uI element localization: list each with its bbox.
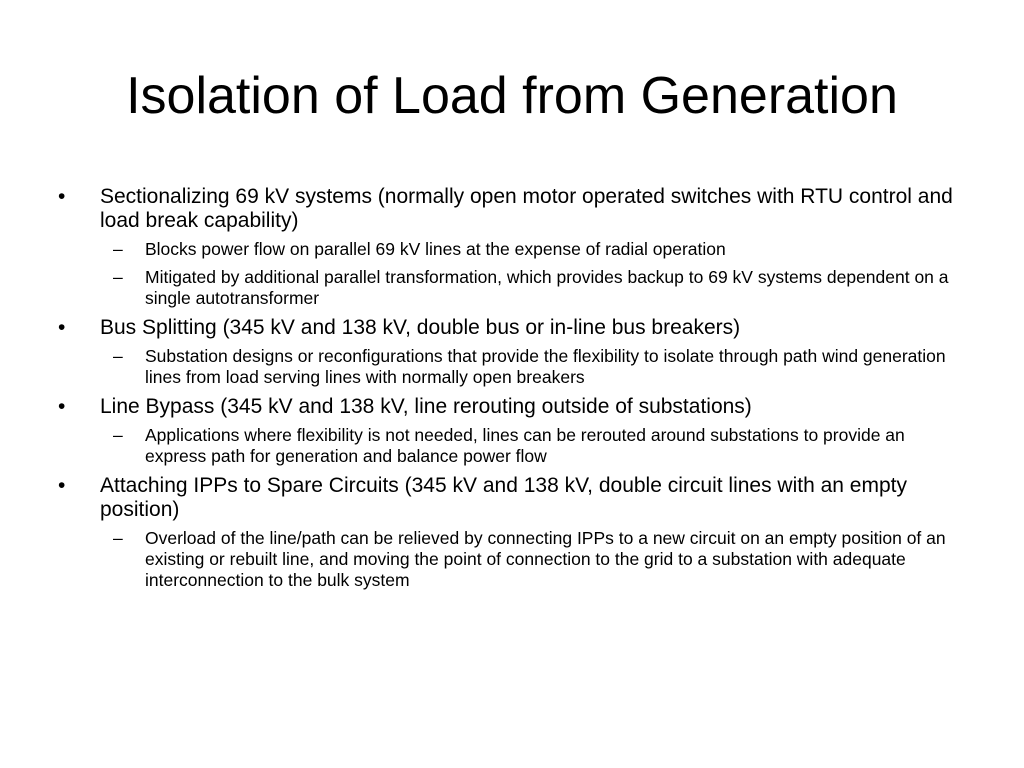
bullet-marker: • (58, 185, 66, 208)
slide-title: Isolation of Load from Generation (126, 67, 898, 125)
sub-bullet-marker: – (113, 528, 123, 548)
bullet-item (58, 395, 960, 419)
bullet-text: Line Bypass (345 kV and 138 kV, line rerouting outside of substations) (100, 395, 752, 418)
sub-bullet-item (113, 267, 960, 309)
sub-bullet-item (113, 346, 960, 388)
sub-bullet-marker: – (113, 425, 123, 445)
sub-bullet-marker: – (113, 346, 123, 366)
sub-bullet-item (113, 528, 960, 591)
bullet-marker: • (58, 316, 66, 339)
sub-bullet-text: Applications where flexibility is not needed, lines can be rerouted around substations to provide an express path for generation and balance power flow (145, 425, 905, 466)
sub-bullet-text: Mitigated by additional parallel transformation, which provides backup to 69 kV systems dependent on a single autotransformer (145, 267, 949, 308)
slide-content (0, 180, 1024, 598)
sub-bullet-marker: – (113, 267, 123, 287)
bullet-marker: • (58, 395, 66, 418)
sub-bullet-item (113, 239, 960, 260)
sub-bullet-text: Blocks power flow on parallel 69 kV lines at the expense of radial operation (145, 239, 726, 259)
sub-bullet-text: Overload of the line/path can be relieved by connecting IPPs to a new circuit on an empty position of an existing or rebuilt line, and moving the point of connection to the grid to a substation with adequate interconnection to the bulk system (145, 528, 946, 590)
bullet-marker: • (58, 474, 66, 497)
bullet-item (58, 185, 960, 233)
bullet-text: Sectionalizing 69 kV systems (normally open motor operated switches with RTU control and load break capability) (100, 185, 953, 232)
bullet-text: Bus Splitting (345 kV and 138 kV, double bus or in-line bus breakers) (100, 316, 741, 339)
bullet-item (58, 474, 960, 522)
sub-bullet-marker: – (113, 239, 123, 259)
sub-bullet-item (113, 425, 960, 467)
bullet-text: Attaching IPPs to Spare Circuits (345 kV and 138 kV, double circuit lines with an empty position) (100, 474, 907, 521)
bullet-item (58, 316, 960, 340)
sub-bullet-text: Substation designs or reconfigurations that provide the flexibility to isolate through path wind generation lines from load serving lines with normally open breakers (145, 346, 946, 387)
